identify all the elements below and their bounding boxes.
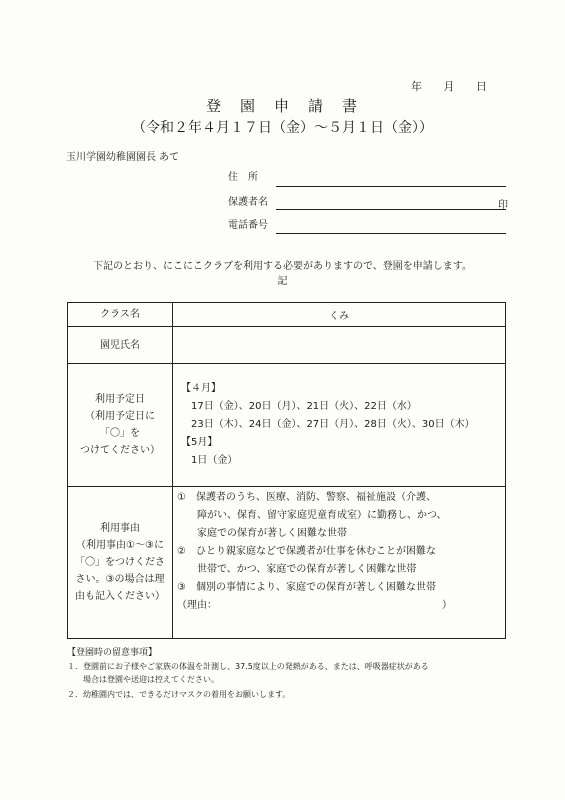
month-may-heading: 【5月】 (181, 437, 218, 448)
phone-label: 電話番号 (228, 220, 268, 231)
reason-detail-field[interactable]: （理由： ） (177, 600, 452, 611)
reasons-label-line: 「〇」をつけくださ (75, 557, 165, 568)
phone-field[interactable] (276, 233, 506, 234)
addressee: 玉川学園幼稚園園長 あて (66, 152, 180, 163)
date-month: 月 (443, 80, 455, 93)
address-field[interactable] (276, 186, 506, 187)
guardian-name-field[interactable] (276, 209, 506, 210)
child-name-label: 園児氏名 (68, 327, 173, 364)
reason-option-1-cont: 障がい、保育、留守家庭児童育成室）に勤務し、かつ、 (177, 510, 447, 521)
dates-row (68, 364, 506, 487)
reason-option-2-cont: 世帯で、かつ、家庭での保育が著しく困難な世帯 (177, 564, 417, 575)
dates-label-line: （利用予定日に (85, 411, 155, 422)
guardian-name-label: 保護者名 (228, 197, 268, 208)
seal-mark: 印 (498, 200, 508, 211)
notes-title: 【登園時の留意事項】 (67, 648, 158, 658)
document-title: 登 園 申 請 書 (205, 97, 359, 115)
reason-option-1-cont: 家庭での保育が著しく困難な世帯 (177, 528, 347, 539)
application-period: （令和２年４月１７日（金）～５月１日（金）） (132, 120, 433, 136)
date-option-line[interactable]: 23日（木）、24日（金）、27日（月）、28日（火）、30日（木） (191, 419, 475, 430)
reasons-label-line: （利用事由①～③に (76, 540, 164, 551)
intro-text: 下記のとおり、にこにこクラブを利用する必要がありますので、登園を申請します。 (93, 261, 472, 272)
reasons-label-line: 由も記入ください） (75, 591, 165, 602)
class-row (68, 303, 506, 327)
class-label: クラス名 (68, 303, 173, 327)
note-item: １．登園前にお子様やご家族の体温を計測し、37.5度以上の発熱がある、または、呼吸器症状がある (67, 662, 429, 671)
reason-option-3[interactable]: ③ 個別の事情により、家庭での保育が著しく困難な世帯 (177, 582, 436, 593)
reasons-label-line: さい。③の場合は理 (75, 574, 165, 585)
child-row (68, 327, 506, 364)
note-item: 場合は登園や送迎は控えてください。 (67, 675, 219, 684)
month-april-heading: 【４月】 (181, 383, 221, 394)
dates-label-line: 「〇」を (100, 428, 140, 439)
class-field[interactable]: くみ (173, 303, 506, 327)
date-line (411, 78, 505, 94)
reasons-field[interactable] (173, 487, 506, 639)
reason-option-2[interactable]: ② ひとり親家庭などで保護者が仕事を休むことが困難な (177, 546, 436, 557)
date-option-line[interactable]: 17日（金）、20日（月）、21日（火）、22日（水） (191, 401, 417, 412)
date-day: 日 (476, 80, 487, 93)
dates-label-line: つけてください） (80, 445, 160, 456)
dates-field[interactable] (173, 364, 506, 487)
note-item: ２．幼稚園内では、できるだけマスクの着用をお願いします。 (67, 690, 291, 699)
ki-heading: 記 (277, 276, 288, 287)
address-label: 住 所 (228, 172, 258, 183)
date-option-line[interactable]: 1日（金） (191, 455, 238, 466)
reason-option-1[interactable]: ① 保護者のうち、医療、消防、警察、福祉施設（介護、 (177, 492, 436, 503)
dates-label (68, 364, 173, 487)
reasons-label (68, 487, 173, 639)
reasons-label-line: 利用事由 (100, 523, 140, 534)
dates-label-line: 利用予定日 (95, 394, 145, 405)
date-year: 年 (411, 80, 422, 93)
reasons-row (68, 487, 506, 639)
application-table (67, 302, 506, 639)
child-name-field[interactable] (173, 327, 506, 364)
